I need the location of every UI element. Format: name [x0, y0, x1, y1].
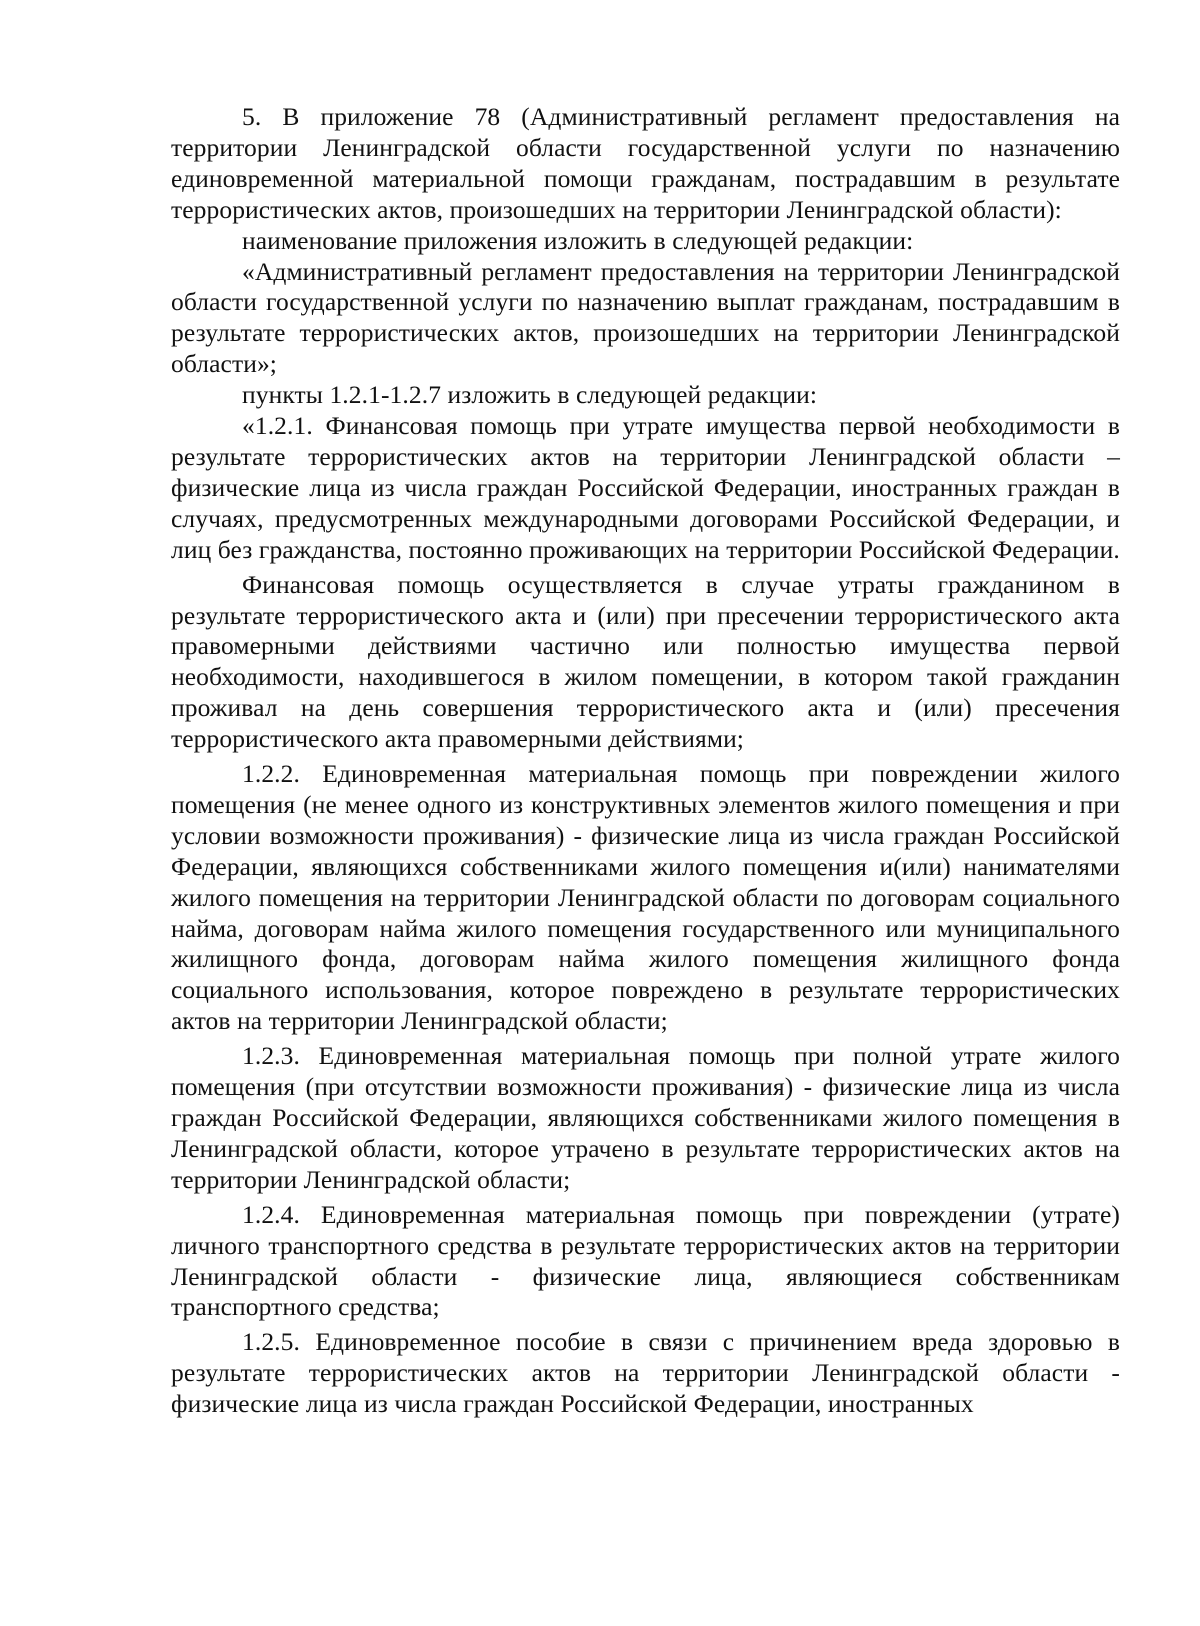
paragraph-1-2-5: 1.2.5. Единовременное пособие в связи с причинением вреда здоровью в результате террористических актов на территории Ленинградской области - физические лица из числа граждан Российской Федерации, иностранных [171, 1327, 1120, 1419]
paragraph-points-instruction: пункты 1.2.1-1.2.7 изложить в следующей редакции: [242, 380, 818, 410]
paragraph-1-2-2: 1.2.2. Единовременная материальная помощь при повреждении жилого помещения (не менее одного из конструктивных элементов жилого помещения и при условии возможности проживания) - физические лица из числа граждан Российской Федерации, являющихся собственниками жилого помещения и(или) нанимателями жилого помещения на территории Ленинградской области по договорам социального найма, договорам найма жилого помещения государственного или муниципального жилищного фонда, договорам найма жилого помещения жилищного фонда социального использования, которое повреждено в результате террористических актов на территории Ленинградской области; [171, 759, 1120, 1036]
paragraph-new-title: «Административный регламент предоставления на территории Ленинградской области государственной услуги по назначению выплат гражданам, пострадавшим в результате террористических актов, произошедших на территории Ленинградской области»; [171, 256, 1120, 379]
document-body [171, 102, 1120, 1420]
paragraph-item-5: 5. В приложение 78 (Административный регламент предоставления на территории Ленинградской области государственной услуги по назначению единовременной материальной помощи гражданам, пострадавшим в результате террористических актов, произошедших на территории Ленинградской области): [171, 102, 1120, 224]
paragraph-title-instruction: наименование приложения изложить в следующей редакции: [242, 225, 914, 255]
paragraph-1-2-1: «1.2.1. Финансовая помощь при утрате имущества первой необходимости в результате террористических актов на территории Ленинградской области – физические лица из числа граждан Российской Федерации, иностранных граждан в случаях, предусмотренных международными договорами Российской Федерации, и лиц без гражданства, постоянно проживающих на территории Российской Федерации. [171, 411, 1120, 564]
paragraph-1-2-3: 1.2.3. Единовременная материальная помощь при полной утрате жилого помещения (при отсутствии возможности проживания) - физические лица из числа граждан Российской Федерации, являющихся собственниками жилого помещения в Ленинградской области, которое утрачено в результате террористических актов на территории Ленинградской области; [171, 1041, 1120, 1194]
paragraph-1-2-4: 1.2.4. Единовременная материальная помощь при повреждении (утрате) личного транспортного средства в результате террористических актов на территории Ленинградской области - физические лица, являющиеся собственникам транспортного средства; [171, 1199, 1120, 1322]
paragraph-financial-aid: Финансовая помощь осуществляется в случае утраты гражданином в результате террористического акта и (или) при пресечении террористического акта правомерными действиями частично или полностью имущества первой необходимости, находившегося в жилом помещении, в котором такой гражданин проживал на день совершения террористического акта и (или) пресечения террористического акта правомерными действиями; [171, 569, 1120, 754]
